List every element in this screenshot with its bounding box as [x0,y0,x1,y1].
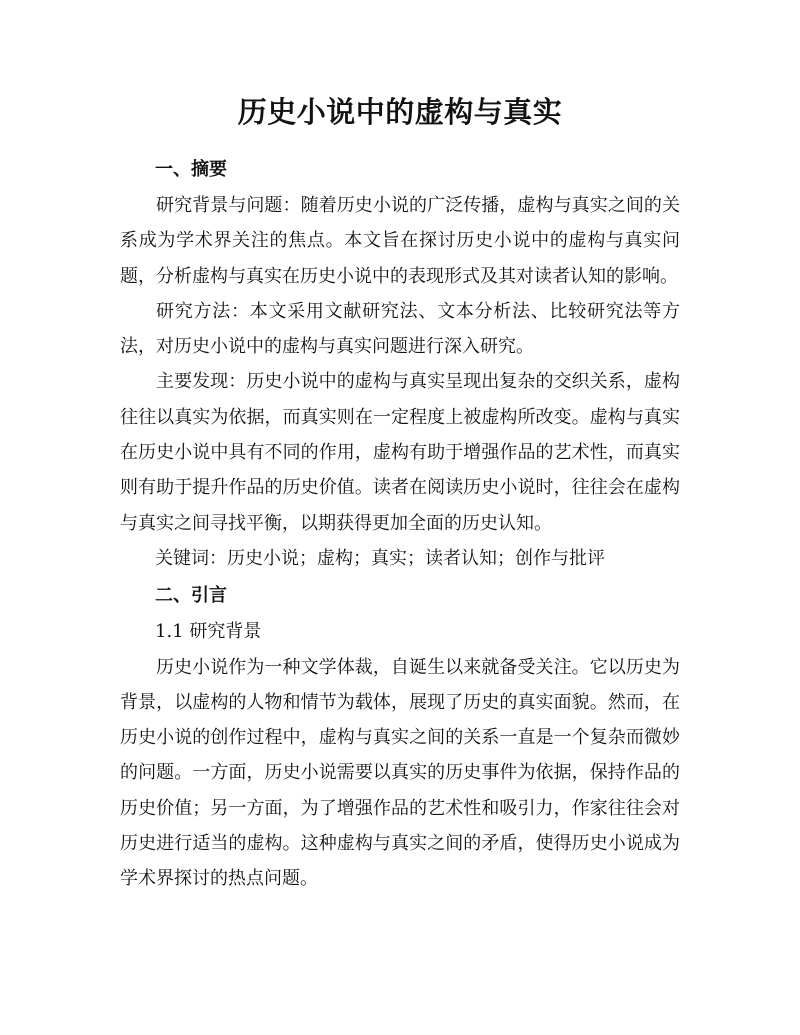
introduction-paragraph: 历史小说作为一种文学体裁，自诞生以来就备受关注。它以历史为背景，以虚构的人物和情节为载体，展现了历史的真实面貌。然而，在历史小说的创作过程中，虚构与真实之间的关系一直是一个复杂而微妙的问题。一方面，历史小说需要以真实的历史事件为依据，保持作品的历史价值；另一方面，为了增强作品的艺术性和吸引力，作家往往会对历史进行适当的虚构。这种虚构与真实之间的矛盾，使得历史小说成为学术界探讨的热点问题。 [120,656,680,890]
section-heading-introduction: 二、引言 [155,585,227,607]
abstract-background-paragraph: 研究背景与问题：随着历史小说的广泛传播，虚构与真实之间的关系成为学术界关注的焦点。本文旨在探讨历史小说中的虚构与真实问题，分析虚构与真实在历史小说中的表现形式及其对读者认知的影响。 [120,195,680,287]
section-heading-abstract: 一、摘要 [155,159,227,180]
keywords-line: 关键词：历史小说；虚构；真实；读者认知；创作与批评 [155,547,605,569]
document-title: 历史小说中的虚构与真实 [237,95,563,129]
abstract-methods-paragraph: 研究方法：本文采用文献研究法、文本分析法、比较研究法等方法，对历史小说中的虚构与真实问题进行深入研究。 [120,300,680,358]
subsection-heading-research-background: 1.1 研究背景 [155,621,262,643]
abstract-findings-paragraph: 主要发现：历史小说中的虚构与真实呈现出复杂的交织关系，虚构往往以真实为依据，而真实则在一定程度上被虚构所改变。虚构与真实在历史小说中具有不同的作用，虚构有助于增强作品的艺术性，而真实则有助于提升作品的历史价值。读者在阅读历史小说时，往往会在虚构与真实之间寻找平衡，以期获得更加全面的历史认知。 [120,371,680,534]
